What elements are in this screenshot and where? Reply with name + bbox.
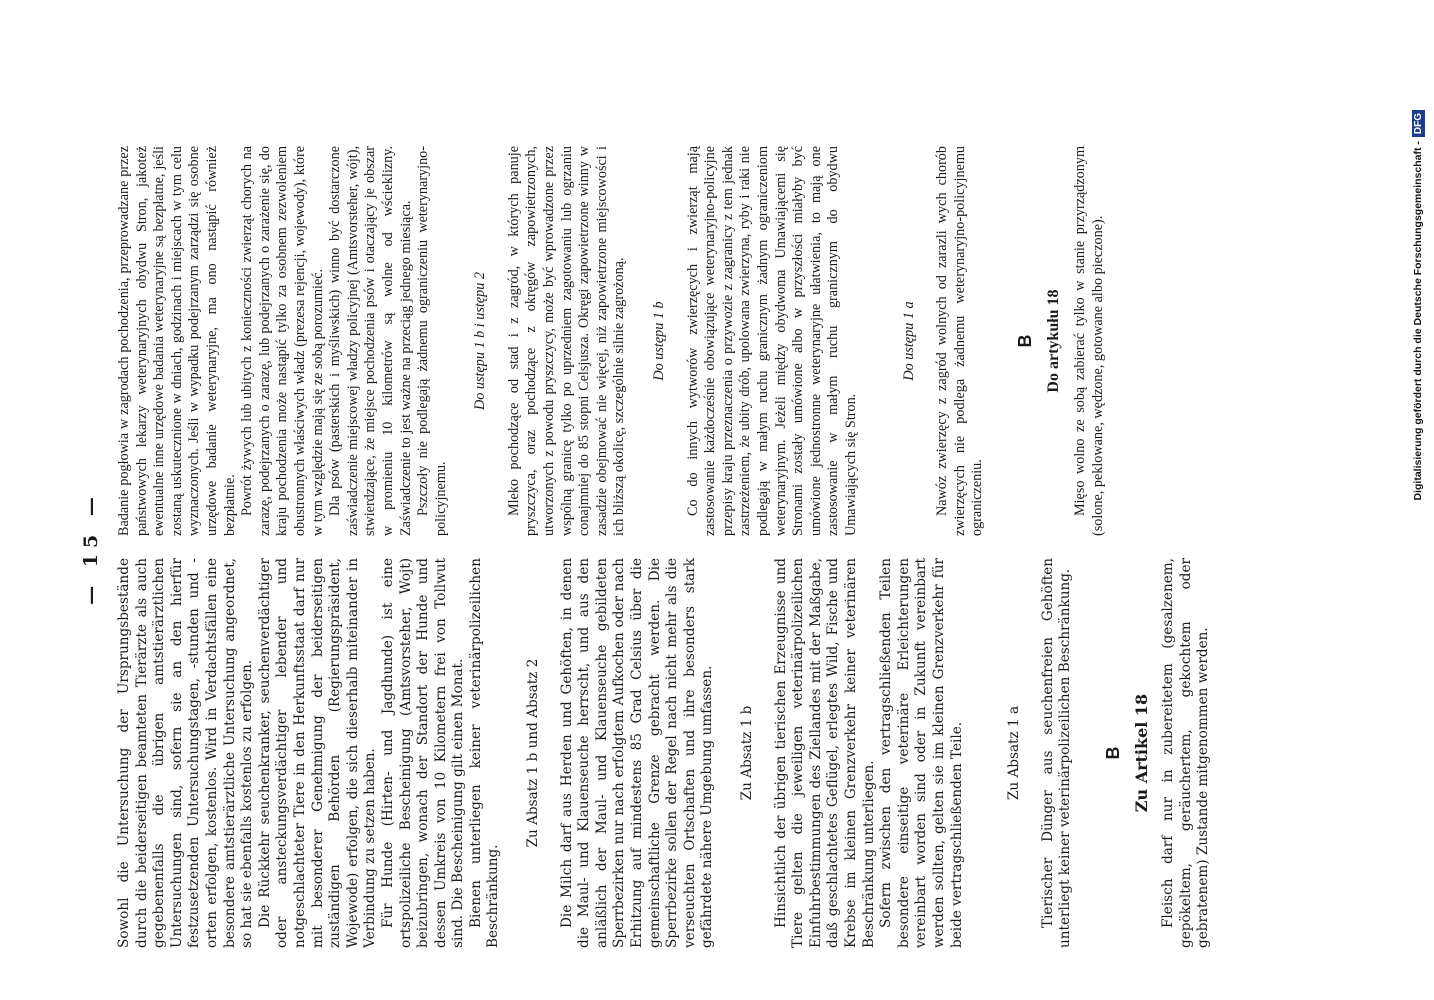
- pl-paragraph-5: Mleko pochodzące od stad i z zagród, w których panuje pryszczyca, oraz pochodzące z okręgów zapowietrzonych, utworzonych z powodu pryszczycy, może być wprowadzone przez wspólną granicę tylko po uprzedniem zagotowaniu lub ogrzaniu conajmniej do 85 stopni Celsjusza. Okręgi zapowietrzone winny w zasadzie obejmować nie więcej, niż zapowietrzone miejscowości i ich bliższą okolicę, szczególnie silnie zagrożoną.: [505, 146, 628, 536]
- de-paragraph-1: Sowohl die Untersuchung der Ursprungsbestände durch die beiderseitigen beamteten Tierärzte als auch gegebenenfalls die übrigen amtstierärztlichen Untersuchungen sind, sofern sie an den hierfür festzusetzenden Untersuchungstagen, -stunden und -orten erfolgen, kostenlos. Wird in Verdachtsfällen eine besondere amtstierärztliche Untersuchung angeordnet, so hat sie ebenfalls kostenlos zu erfolgen.: [116, 558, 256, 948]
- de-paragraph-6: Hinsichtlich der übrigen tierischen Erzeugnisse und Tiere gelten die jeweiligen veterinärpolizeilichen Einfuhrbestimmungen des Ziellandes mit der Maßgabe, daß geschlachtetes Geflügel, erlegtes Wild, Fische und Krebse im kleinen Grenzverkehr keiner veterinären Beschränkung unterliegen.: [772, 558, 877, 948]
- de-section-letter: B: [1102, 746, 1123, 760]
- de-paragraph-5: Die Milch darf aus Herden und Gehöften, in denen die Maul- und Klauenseuche herrscht, und aus den anläßlich der Maul- und Klauenseuche gebildeten Sperrbezirken nur nach erfolgtem Aufkochen oder nach Erhitzung auf mindestens 85 Grad Celsius über die gemeinschaftliche Grenze gebracht werden. Die Sperrbezirke sollen der Regel nach nicht mehr als die verseuchten Ortschaften und ihre besonders stark gefährdete nähere Umgebung umfassen.: [558, 558, 716, 948]
- page-number: — 15 —: [80, 491, 102, 605]
- pl-paragraph-8: Mięso wolno ze sobą zabierać tylko w stanie przyrządzonym (solone, peklowane, wędzone, gotowane albo pieczone).: [1072, 146, 1106, 536]
- de-heading-absatz-1a: Zu Absatz 1 a: [1006, 705, 1023, 801]
- pl-article-heading: Do artykułu 18: [1044, 289, 1062, 393]
- rotated-page: [0, 100, 1434, 1000]
- pl-paragraph-4: Pszczoły nie podlegają żadnemu ograniczeniu weterynaryjno-policyjnemu.: [415, 146, 449, 536]
- de-article-heading: Zu Artikel 18: [1131, 693, 1151, 813]
- de-paragraph-8: Tierischer Dünger aus seuchenfreien Gehöften unterliegt keiner veterinärpolizeilichen Beschränkung.: [1039, 558, 1074, 948]
- dfg-logo: DFG: [1412, 110, 1425, 137]
- german-column: [116, 558, 1213, 948]
- de-paragraph-3: Für Hunde (Hirten- und Jagdhunde) ist eine ortspolizeiliche Bescheinigung (Amtsvorsteher, Wojt) beizubringen, wonach der Standort der Hunde und dessen Umkreis von 10 Kilometern frei von Tollwut sind. Die Bescheinigung gilt einen Monat.: [379, 558, 467, 948]
- pl-heading-ustep-1b-2: Do ustępu 1 b i ustępu 2: [472, 272, 489, 410]
- pl-heading-ustep-1a: Do ustępu 1 a: [900, 301, 917, 381]
- pl-paragraph-6: Co do innych wytworów zwierzęcych i zwierząt mają zastosowanie każdocześnie obowiązujące weterynaryjno-policyjne przepisy kraju przeznaczenia o przywozie z zagranicy z tem jednak zastrzeżeniem, że ubity drób, upolowana zwierzyna, ryby i raki nie podlegają w małym ruchu granicznym żadnym ograniczeniom weterynaryjnym. Jeżeli między obydwoma Umawiającemi się Stronami zostały umówione albo w przyszłości miałyby być umówione jednostronne weterynaryjne ułatwienia, to mają one zastosowanie w małym ruchu granicznym do obydwu Umawiających się Stron.: [684, 146, 859, 536]
- pl-paragraph-3: Dla psów (pasterskich i myśliwskich) winno być dostarczone zaświadczenie miejscowej władzy policyjnej (Amtsvorsteher, wójt), stwierdzające, że miejsce pochodzenia psów i otaczający je obszar w promieniu 10 kilometrów są wolne od wścieklizny. Zaświadczenie to jest ważne na przeciąg jednego miesiąca.: [327, 146, 414, 536]
- pl-paragraph-7: Nawóz zwierzęcy z zagród wolnych od zarazli wych chorób zwierzęcych nie podlega żadnemu weterynaryjno-policyjnemu ograniczeniu.: [934, 146, 986, 536]
- pl-heading-ustep-1b: Do ustępu 1 b: [651, 301, 668, 381]
- pl-section-letter: B: [1014, 334, 1035, 348]
- pl-paragraph-1: Badanie pogłowia w zagrodach pochodzenia, przeprowadzane przez państwowych lekarzy weterynaryjnych obydwu Stron, jakoteż ewentualne inne urzędowe badania weterynaryjne są bezpłatne, jeśli zostaną uskutecznione w dniach, godzinach i miejscach w tym celu wyznaczonych. Jeśli w wypadku podejrzanym zarządzi się osobne urzędowe badanie weterynaryjne, ma ono nastąpić również bezpłatnie.: [116, 146, 238, 536]
- de-paragraph-2: Die Rückkehr seuchenkranker, seuchenverdächtiger oder ansteckungsverdächtiger lebender und notgeschlachteter Tiere in den Herkunftsstaat darf nur mit besonderer Genehmigung der beiderseitigen zuständigen Behörden (Regierungspräsident, Wojewode) erfolgen, die sich dieserhalb miteinander in Verbindung zu setzen haben.: [256, 558, 379, 948]
- de-paragraph-4: Bienen unterliegen keiner veterinärpolizeilichen Beschränkung.: [467, 558, 502, 948]
- de-paragraph-7: Sofern zwischen den vertragschließenden Teilen besondere einseitige veterinäre Erleichterungen vereinbart worden sind oder in Zukunft vereinbart werden sollten, gelten sie im kleinen Grenzverkehr für beide vertragschließenden Teile.: [878, 558, 965, 948]
- page-content: [80, 148, 1260, 948]
- digitization-credit: [1412, 100, 1434, 1000]
- de-heading-absatz-1b-2: Zu Absatz 1 b und Absatz 2: [525, 658, 542, 848]
- polish-column: [116, 146, 1107, 536]
- pl-paragraph-2: Powrót żywych lub ubitych z konieczności zwierząt chorych na zarazę, podejrzanych o zarazę, lub podejrzanych o zarażenie się, do kraju pochodzenia może nastąpić tylko za osobnem zezwoleniem obustronnych właściwych władz (prezesa rejencji, wojewody), które w tym względzie mają się ze sobą porozumieć.: [239, 146, 326, 536]
- de-paragraph-9: Fleisch darf nur in zubereitetem (gesalzenem, gepökeltem, geräuchertem, gekochtem oder gebratenem) Zustande mitgenommen werden.: [1160, 558, 1212, 948]
- credit-text: Digitalisierung gefördert durch die Deutsche Forschungsgemeinschaft -: [1412, 141, 1424, 501]
- de-heading-absatz-1b: Zu Absatz 1 b: [739, 705, 755, 801]
